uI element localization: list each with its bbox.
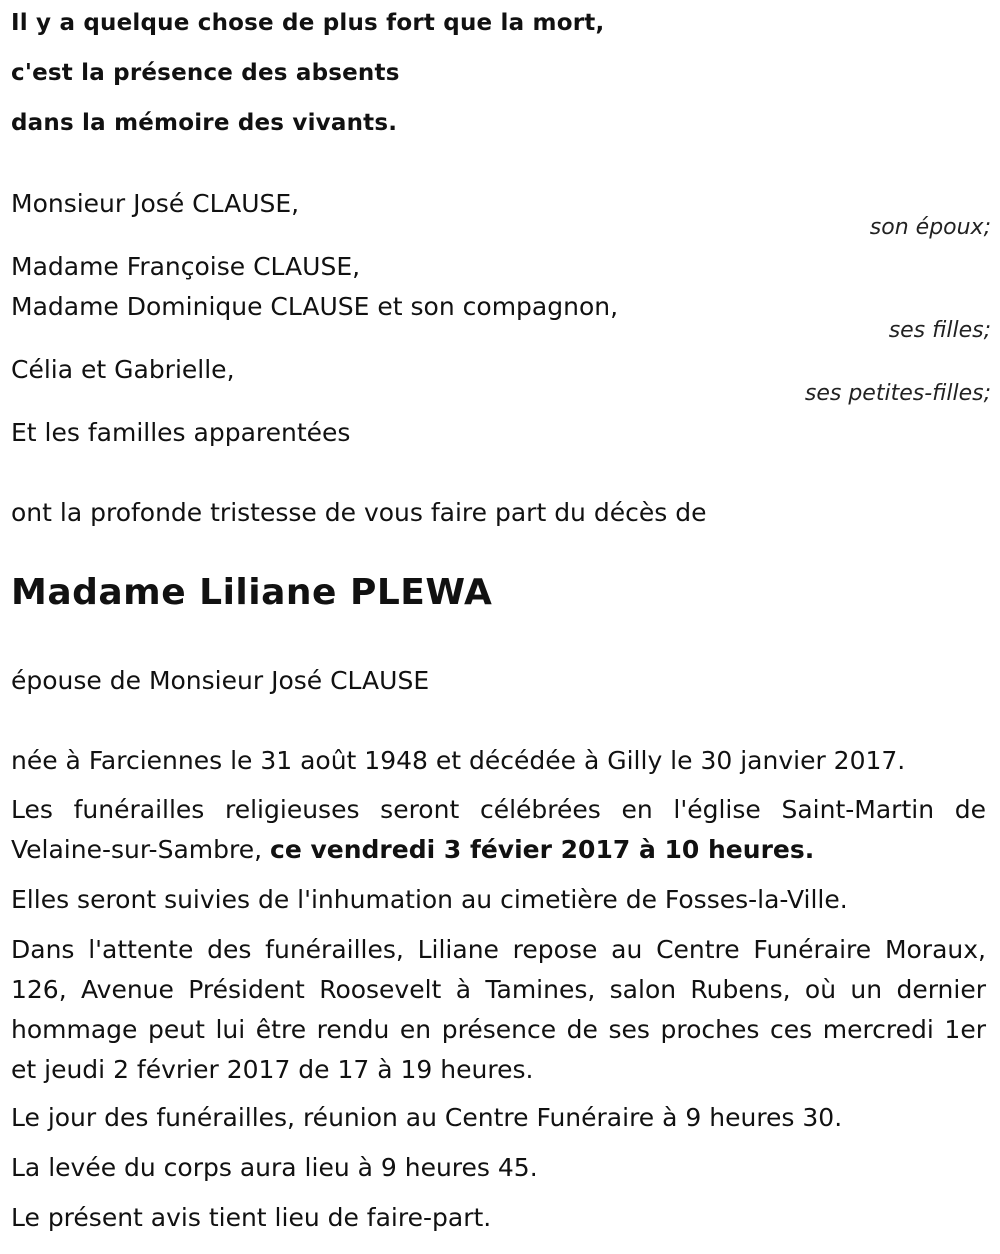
quote-line-2: c'est la présence des absents: [11, 60, 400, 86]
announcement-text: ont la profonde tristesse de vous faire part du décès de: [11, 498, 707, 527]
family-daughter-1: Madame Françoise CLAUSE,: [11, 252, 361, 281]
family-daughter-2: Madame Dominique CLAUSE et son compagnon,: [11, 292, 619, 321]
obituary-notice: [11, 0, 991, 1254]
family-daughters-role: ses filles;: [888, 318, 991, 343]
body-removal-paragraph: La levée du corps aura lieu à 9 heures 45.: [11, 1153, 538, 1182]
birth-death-paragraph: née à Farciennes le 31 août 1948 et décédée à Gilly le 30 janvier 2017.: [11, 746, 906, 775]
quote-line-1: Il y a quelque chose de plus fort que la mort,: [11, 10, 605, 36]
quote-line-3: dans la mémoire des vivants.: [11, 110, 398, 136]
repose-paragraph: Dans l'attente des funérailles, Liliane repose au Centre Funéraire Moraux, 126, Avenue Président Roosevelt à Tamines, salon Rubens, où un dernier hommage peut lui être rendu en présence de ses proches ces mercredi 1er et jeudi 2 février 2017 de 17 à 19 heures.: [11, 935, 986, 1084]
family-relatives: Et les familles apparentées: [11, 418, 351, 447]
family-granddaughters-role: ses petites-filles;: [804, 381, 991, 406]
funeral-text: Les funérailles religieuses seront célébrées en l'église Saint-Martin de Velaine-sur-Sambre,: [11, 795, 986, 864]
notice-paragraph: Le présent avis tient lieu de faire-part.: [11, 1203, 492, 1232]
burial-paragraph: Elles seront suivies de l'inhumation au cimetière de Fosses-la-Ville.: [11, 885, 848, 914]
family-spouse-name: Monsieur José CLAUSE,: [11, 189, 300, 218]
funeral-date: ce vendredi 3 févier 2017 à 10 heures.: [270, 835, 815, 864]
family-granddaughters: Célia et Gabrielle,: [11, 355, 235, 384]
deceased-name: Madame Liliane PLEWA: [11, 572, 493, 613]
meeting-paragraph: Le jour des funérailles, réunion au Centre Funéraire à 9 heures 30.: [11, 1103, 843, 1132]
family-spouse-role: son époux;: [869, 215, 991, 240]
spouse-of-text: épouse de Monsieur José CLAUSE: [11, 666, 430, 695]
funeral-paragraph: [11, 790, 986, 870]
